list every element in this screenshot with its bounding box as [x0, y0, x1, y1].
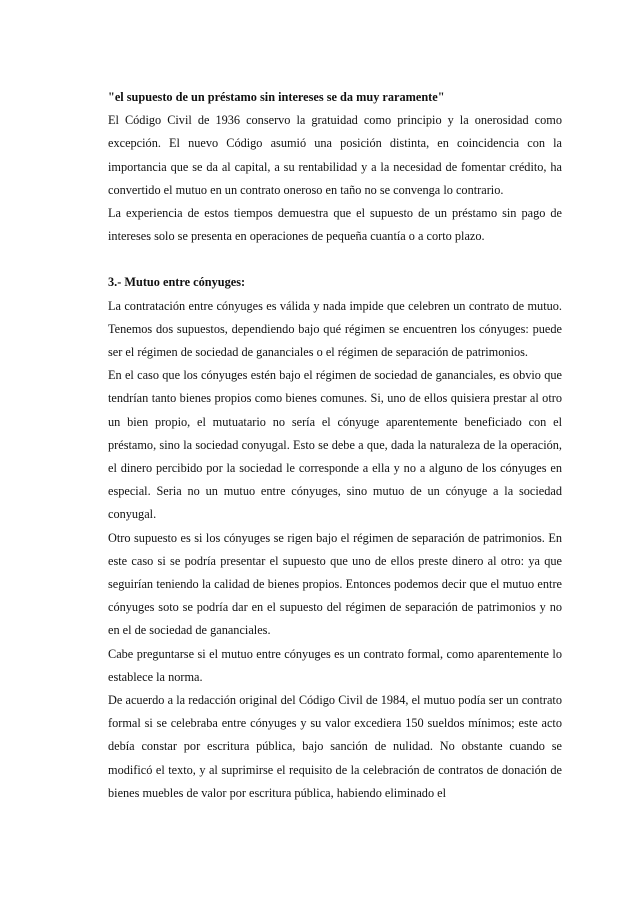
paragraph-5: Otro supuesto es si los cónyuges se rigen bajo el régimen de separación de patrimonios. En este caso si se podría presentar el supuesto que uno de ellos preste dinero al otro: ya que seguirían teniendo la calidad de bienes propios. Entonces podemos decir que el mutuo entre cónyuges soto se podría dar en el supuesto del régimen de separación de patrimonios y no en el de sociedad de gananciales. — [108, 530, 562, 638]
section-heading: 3.- Mutuo entre cónyuges: — [108, 275, 246, 290]
paragraph-1: El Código Civil de 1936 conservo la gratuidad como principio y la onerosidad como excepción. El nuevo Código asumió una posición distinta, en coincidencia con la importancia que se da al capital, a su rentabilidad y a la necesidad de fomentar crédito, ha convertido el mutuo en un contrato oneroso en taño no se convenga lo contrario. — [108, 113, 562, 197]
paragraph-3: La contratación entre cónyuges es válida y nada impide que celebren un contrato de mutuo. Tenemos dos supuestos, dependiendo bajo qué régimen se encuentren los cónyuges: puede ser el régimen de sociedad de gananciales o el régimen de separación de patrimonios. — [108, 298, 562, 360]
paragraph-7: De acuerdo a la redacción original del Código Civil de 1984, el mutuo podía ser un contrato formal si se celebraba entre cónyuges y su valor excediera 150 sueldos mínimos; este acto debía constar por escritura pública, bajo sanción de nulidad. No obstante cuando se modificó el texto, y al suprimirse el requisito de la celebración de contratos de donación de bienes muebles de valor por escritura pública, habiendo eliminado el — [108, 693, 562, 800]
paragraph-6: Cabe preguntarse si el mutuo entre cónyuges es un contrato formal, como aparentemente lo establece la norma. — [108, 646, 562, 684]
document-body — [108, 86, 562, 805]
lead-quote: "el supuesto de un préstamo sin intereses se da muy raramente" — [108, 90, 445, 104]
paragraph-4: En el caso que los cónyuges estén bajo el régimen de sociedad de gananciales, es obvio que tendrían tanto bienes propios como bienes comunes. Si, uno de ellos quisiera prestar al otro un bien propio, el mutuatario no sería el cónyuge aparentemente beneficiado con el préstamo, sino la sociedad conyugal. Esto se debe a que, dada la naturaleza de la operación, el dinero percibido por la sociedad le corresponde a ella y no a alguno de los cónyuges en especial. Seria no un mutuo entre cónyuges, sino mutuo de un cónyuge a la sociedad conyugal. — [108, 368, 562, 522]
paragraph-2: La experiencia de estos tiempos demuestra que el supuesto de un préstamo sin pago de intereses solo se presenta en operaciones de pequeña cuantía o a corto plazo. — [108, 206, 562, 244]
